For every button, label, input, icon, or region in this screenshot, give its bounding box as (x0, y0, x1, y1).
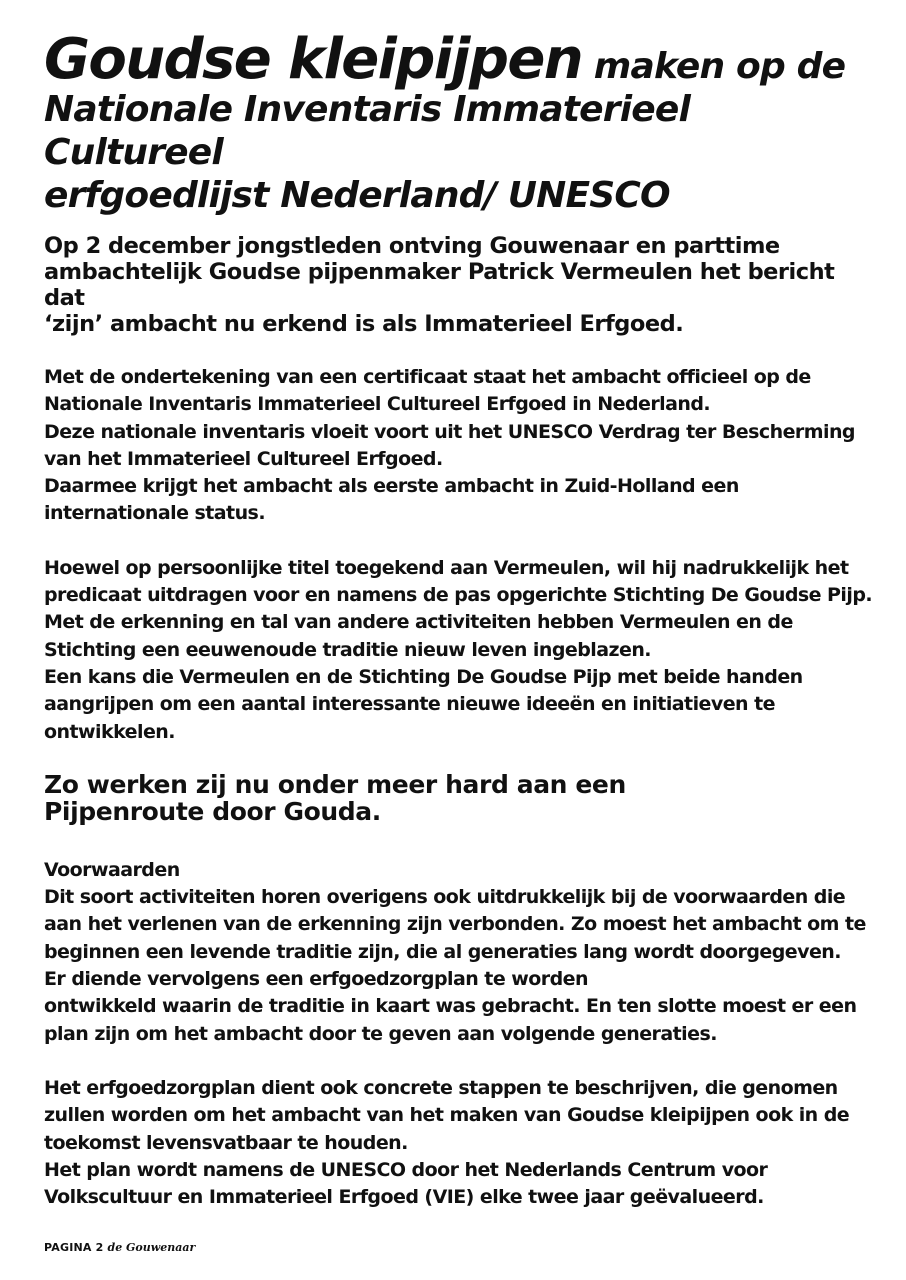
text-line: Met de ondertekening van een certificaat staat het ambacht officieel op de (44, 366, 811, 388)
lead-line: Op 2 december jongstleden ontving Gouwenaar en parttime (44, 233, 780, 259)
text-line: internationale status. (44, 502, 265, 525)
text-line: Hoewel op persoonlijke titel toegekend aan Vermeulen, wil hij nadrukkelijk het (44, 556, 849, 579)
article-title (44, 27, 874, 217)
text-line: Daarmee krijgt het ambacht als eerste ambacht in Zuid-Holland een (44, 475, 739, 498)
paragraph-erfgoedzorgplan (44, 1075, 874, 1211)
text-line: ontwikkelen. (44, 720, 175, 743)
text-line: Volkscultuur en Immaterieel Erfgoed (VIE) elke twee jaar geëvalueerd. (44, 1186, 764, 1209)
text-line: predicaat uitdragen voor en namens de pas opgerichte Stichting De Goudse Pijp. (44, 584, 873, 607)
title-main: Goudse kleipijpen (44, 27, 583, 92)
subhead-line: Zo werken zij nu onder meer hard aan een (44, 769, 626, 799)
text-line: toekomst levensvatbaar te houden. (44, 1131, 408, 1154)
lead-paragraph (44, 233, 874, 337)
title-line-2: Nationale Inventaris Immaterieel Cultureel (44, 89, 691, 173)
title-rest: maken op de (582, 46, 846, 87)
text-line: Nationale Inventaris Immaterieel Cultureel Erfgoed in Nederland. (44, 393, 711, 416)
text-line: Stichting een eeuwenoude traditie nieuw leven ingeblazen. (44, 638, 651, 661)
text-line: beginnen een levende traditie zijn, die al generaties lang wordt doorgegeven. (44, 940, 841, 963)
section-heading (44, 771, 874, 825)
lead-line: ‘zijn’ ambacht nu erkend is als Immaterieel Erfgoed. (44, 311, 684, 337)
article (44, 27, 874, 1211)
text-line: Er diende vervolgens een erfgoedzorgplan te worden (44, 968, 588, 991)
text-line: Een kans die Vermeulen en de Stichting De Goudse Pijp met beide handen (44, 665, 803, 688)
text-line: Het erfgoedzorgplan dient ook concrete stappen te beschrijven, die genomen (44, 1076, 838, 1099)
subhead-line: Pijpenroute door Gouda. (44, 796, 381, 826)
page-footer (44, 1241, 195, 1254)
text-line: Dit soort activiteiten horen overigens ook uitdrukkelijk bij de voorwaarden die (44, 886, 846, 909)
page-number-label: PAGINA 2 (44, 1241, 104, 1254)
text-line: aangrijpen om een aantal interessante nieuwe ideeën en initiatieven te (44, 693, 775, 716)
paragraph-voorwaarden (44, 857, 874, 1048)
text-line: Met de erkenning en tal van andere activiteiten hebben Vermeulen en de (44, 611, 793, 634)
text-line: van het Immaterieel Cultureel Erfgoed. (44, 447, 443, 470)
lead-line: ambachtelijk Goudse pijpenmaker Patrick Vermeulen het bericht dat (44, 259, 835, 311)
text-line: zullen worden om het ambacht van het maken van Goudse kleipijpen ook in de (44, 1104, 850, 1127)
voorwaarden-heading: Voorwaarden (44, 858, 180, 881)
title-line-3: erfgoedlijst Nederland/ UNESCO (44, 175, 670, 216)
text-line: aan het verlenen van de erkenning zijn verbonden. Zo moest het ambacht om te (44, 913, 866, 936)
publication-name: de Gouwenaar (107, 1241, 196, 1254)
text-line: plan zijn om het ambacht door te geven aan volgende generaties. (44, 1022, 717, 1045)
paragraph-certificaat (44, 364, 874, 528)
paragraph-stichting (44, 555, 874, 746)
text-line: Het plan wordt namens de UNESCO door het Nederlands Centrum voor (44, 1158, 768, 1181)
text-line: ontwikkeld waarin de traditie in kaart was gebracht. En ten slotte moest er een (44, 995, 857, 1018)
text-line: Deze nationale inventaris vloeit voort uit het UNESCO Verdrag ter Bescherming (44, 420, 855, 443)
